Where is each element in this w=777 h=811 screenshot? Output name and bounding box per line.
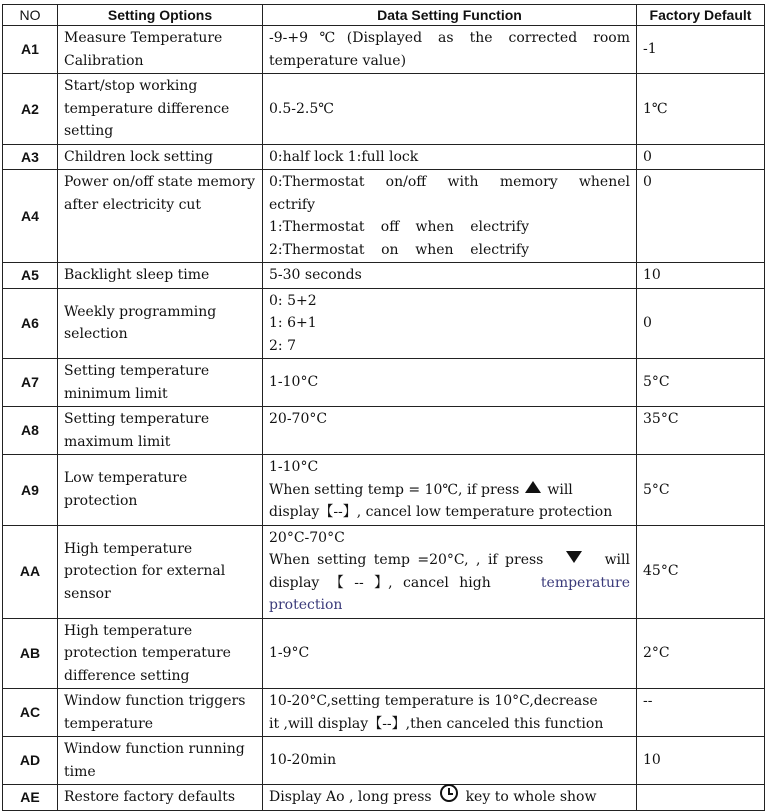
- row-default: 5°C: [637, 359, 765, 407]
- row-default: 10: [637, 737, 765, 785]
- row-default: --: [637, 689, 765, 737]
- table-row: [3, 689, 765, 737]
- table-row: [3, 525, 765, 618]
- row-function: 20°C-70°C When setting temp =20°C, , if press will display 【 -- 】, cancel high temperature protection: [263, 525, 637, 618]
- row-option: Children lock setting: [58, 144, 263, 170]
- row-code: A2: [3, 74, 58, 145]
- table-row: [3, 144, 765, 170]
- row-function: 0: 5+2 1: 6+1 2: 7: [263, 288, 637, 359]
- settings-table: [2, 4, 765, 811]
- table-row: [3, 737, 765, 785]
- row-function: 1-10°C: [263, 359, 637, 407]
- table-row: [3, 618, 765, 689]
- row-code: A4: [3, 170, 58, 263]
- row-code: A3: [3, 144, 58, 170]
- row-default: 10: [637, 263, 765, 289]
- row-code: A1: [3, 26, 58, 74]
- row-default: 0: [637, 170, 765, 263]
- row-option: Start/stop working temperature difference setting: [58, 74, 263, 145]
- row-default: -1: [637, 26, 765, 74]
- table-row: [3, 288, 765, 359]
- row-option: Weekly programming selection: [58, 288, 263, 359]
- row-function: 20-70°C: [263, 407, 637, 455]
- row-code: AC: [3, 689, 58, 737]
- row-code: AE: [3, 785, 58, 811]
- row-default: 2°C: [637, 618, 765, 689]
- row-option: Measure Temperature Calibration: [58, 26, 263, 74]
- row-function: 10-20°C,setting temperature is 10°C,decrease it ,will display【--】,then canceled this function: [263, 689, 637, 737]
- row-code: A7: [3, 359, 58, 407]
- row-function: 0.5-2.5℃: [263, 74, 637, 145]
- row-default: 1℃: [637, 74, 765, 145]
- header-options: Setting Options: [58, 5, 263, 26]
- row-option: Setting temperature maximum limit: [58, 407, 263, 455]
- table-row: [3, 455, 765, 526]
- header-default: Factory Default: [637, 5, 765, 26]
- table-row: [3, 263, 765, 289]
- row-function: 1-10°C When setting temp = 10℃, if press will display【--】, cancel low temperature protection: [263, 455, 637, 526]
- row-option: Setting temperature minimum limit: [58, 359, 263, 407]
- row-default: 35°C: [637, 407, 765, 455]
- header-function: Data Setting Function: [263, 5, 637, 26]
- down-arrow-icon: [566, 551, 582, 563]
- table-row: [3, 26, 765, 74]
- row-code: A5: [3, 263, 58, 289]
- row-code: AB: [3, 618, 58, 689]
- header-no: NO: [3, 5, 58, 26]
- row-function: 10-20min: [263, 737, 637, 785]
- row-function: 5-30 seconds: [263, 263, 637, 289]
- row-default: [637, 785, 765, 811]
- header-row: [3, 5, 765, 26]
- row-option: Low temperature protection: [58, 455, 263, 526]
- row-function: 0:Thermostat on/off with memory whenel ectrify 1:Thermostat off when electrify 2:Thermostat on when electrify: [263, 170, 637, 263]
- row-option: Window function triggers temperature: [58, 689, 263, 737]
- row-option: Window function running time: [58, 737, 263, 785]
- row-default: 0: [637, 288, 765, 359]
- up-arrow-icon: [525, 481, 541, 493]
- table-row: [3, 74, 765, 145]
- row-option: High temperature protection temperature difference setting: [58, 618, 263, 689]
- row-default: 5°C: [637, 455, 765, 526]
- clock-icon: [440, 784, 458, 802]
- row-default: 0: [637, 144, 765, 170]
- row-function: Display Ao , long press key to whole show: [263, 785, 637, 811]
- table-row: [3, 170, 765, 263]
- row-code: AD: [3, 737, 58, 785]
- row-function: 1-9°C: [263, 618, 637, 689]
- row-option: High temperature protection for external sensor: [58, 525, 263, 618]
- row-function: -9-+9℃(Displayed as the corrected room temperature value): [263, 26, 637, 74]
- row-code: A8: [3, 407, 58, 455]
- row-function: 0:half lock 1:full lock: [263, 144, 637, 170]
- row-option: Backlight sleep time: [58, 263, 263, 289]
- row-default: 45°C: [637, 525, 765, 618]
- row-option: Restore factory defaults: [58, 785, 263, 811]
- row-option: Power on/off state memory after electricity cut: [58, 170, 263, 263]
- row-code: AA: [3, 525, 58, 618]
- table-row: [3, 359, 765, 407]
- row-code: A9: [3, 455, 58, 526]
- table-row: [3, 407, 765, 455]
- table-row: [3, 785, 765, 811]
- row-code: A6: [3, 288, 58, 359]
